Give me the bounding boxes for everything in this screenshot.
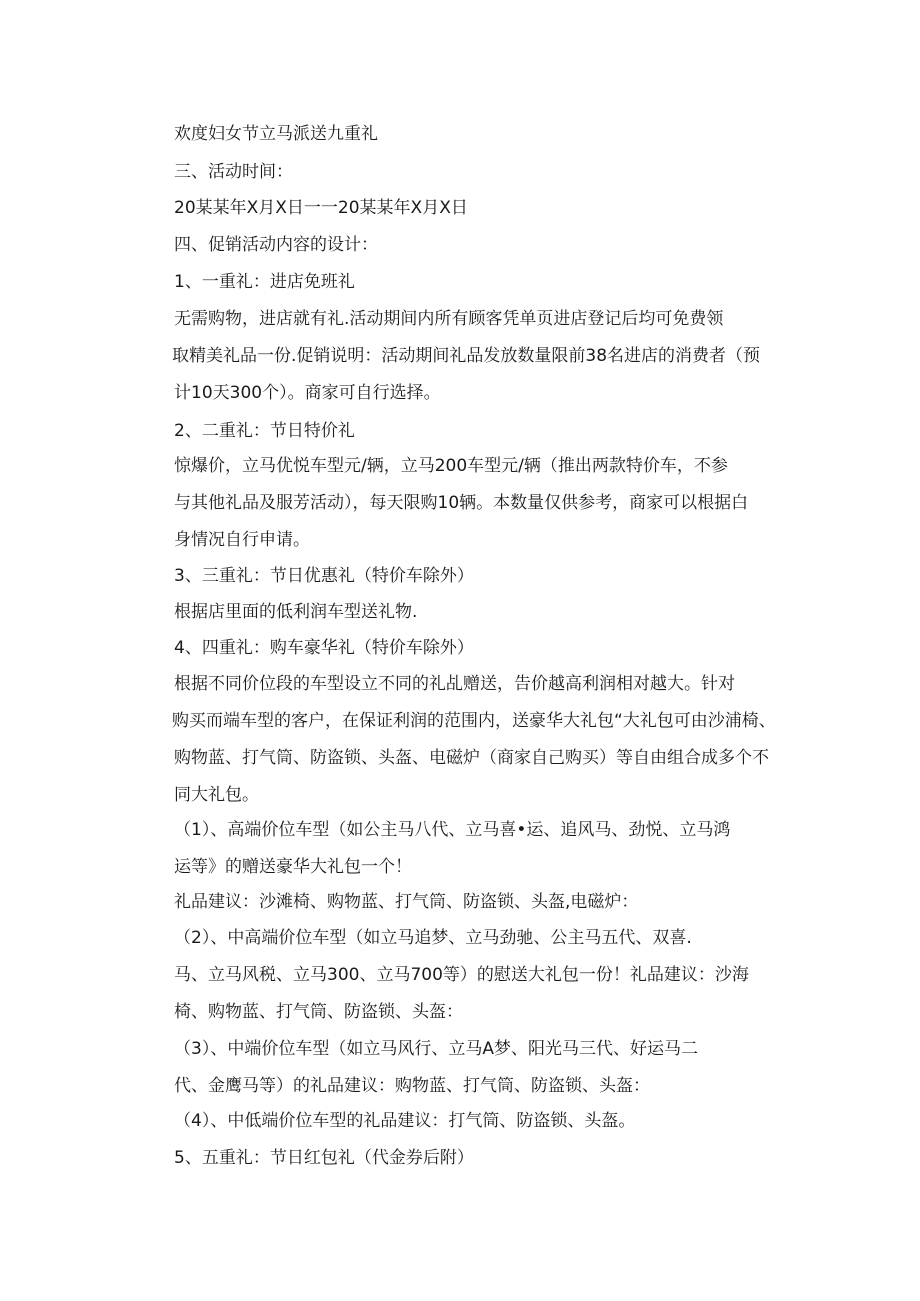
tier-1-paragraph: [174, 812, 786, 886]
text-line: 购买而端车型的客户，在保证利润的范围内，送豪华大礼包“大礼包可由沙浦椅、: [172, 711, 776, 731]
text-line: 取精美礼品一份.促销说明：活动期间礼品发放数量限前38名进店的消费者（预: [172, 346, 761, 366]
text-line: 3、三重礼：节日优惠礼（特价车除外）: [174, 566, 474, 586]
text-line: 三、活动时间：: [174, 162, 293, 182]
text-line: 20某某年X月X日一一20某某年X月X日: [174, 198, 468, 218]
tier-2-paragraph: [174, 920, 786, 1031]
text-line: 5、五重礼：节日红包礼（代金券后附）: [174, 1148, 474, 1168]
gift-4-paragraph: [174, 666, 794, 814]
gift-3-heading: [174, 558, 786, 595]
gift-2-paragraph: [174, 448, 786, 559]
text-line: 2、二重礼：节日特价礼: [174, 421, 355, 441]
section-heading-content: [174, 227, 786, 264]
text-line: 4、四重礼：购车豪华礼（特价车除外）: [174, 638, 474, 658]
tier-3-paragraph: [174, 1031, 786, 1105]
text-line: 椅、购物蓝、打气筒、防盗锁、头盔：: [174, 1002, 463, 1022]
gift-4-heading: [174, 630, 786, 667]
text-line: 身情况自行申请。: [174, 530, 310, 550]
gift-5-heading: [174, 1140, 786, 1177]
tier-1-suggestion: [174, 884, 786, 921]
text-line: 欢度妇女节立马派送九重礼: [174, 124, 378, 144]
gift-1-heading: [174, 264, 786, 301]
text-line: 运等》的赠送豪华大礼包一个！: [174, 857, 412, 877]
text-line: 马、立马风税、立马300、立马700等）的慰送大礼包一份！礼品建议：沙海: [174, 965, 749, 985]
text-line: 四、促销活动内容的设计：: [174, 235, 378, 255]
heading-title: [174, 116, 786, 153]
text-line: 计10天300个）。商家可自行选择。: [174, 383, 441, 403]
text-line: 根据店里面的低利润车型送礼物.: [174, 602, 418, 622]
section-heading-time: [174, 154, 786, 191]
text-line: （2）、中高端价位车型（如立马追梦、立马劲驰、公主马五代、双喜.: [174, 928, 692, 948]
text-line: 惊爆价，立马优悦车型元/辆，立马200车型元/辆（推出两款特价车，不参: [174, 456, 728, 476]
gift-2-heading: [174, 413, 786, 450]
gift-1-paragraph: [174, 301, 794, 412]
text-line: 礼品建议：沙滩椅、购物蓝、打气筒、防盗锁、头盔,电磁炉：: [174, 892, 639, 912]
text-line: 购物蓝、打气筒、防盗锁、头盔、电磁炉（商家自己购买）等自由组合成多个不: [174, 748, 769, 768]
text-line: 与其他礼品及服芳活动），每天限购10辆。本数量仅供参考，商家可以根据白: [174, 493, 749, 513]
text-line: 同大礼包。: [174, 785, 259, 805]
tier-4-paragraph: [174, 1103, 786, 1140]
text-line: 无需购物，进店就有礼.活动期间内所有顾客凭单页进店登记后均可免费领: [174, 309, 724, 329]
gift-3-paragraph: [174, 594, 786, 631]
date-range: [174, 190, 786, 227]
text-line: （3）、中端价位车型（如立马风行、立马A梦、阳光马三代、好运马二: [174, 1039, 698, 1059]
text-line: 1、一重礼：进店免班礼: [174, 272, 355, 292]
text-line: （4）、中低端价位车型的礼品建议：打气筒、防盗锁、头盔。: [174, 1111, 636, 1131]
text-line: 代、金鹰马等）的礼品建议：购物蓝、打气筒、防盗锁、头盔：: [174, 1076, 650, 1096]
text-line: （1）、高端价位车型（如公主马八代、立马喜•运、追风马、劲悦、立马鸿: [174, 820, 731, 840]
text-line: 根据不同价位段的车型设立不同的礼乩赠送，告价越高利润相对越大。针对: [174, 674, 735, 694]
